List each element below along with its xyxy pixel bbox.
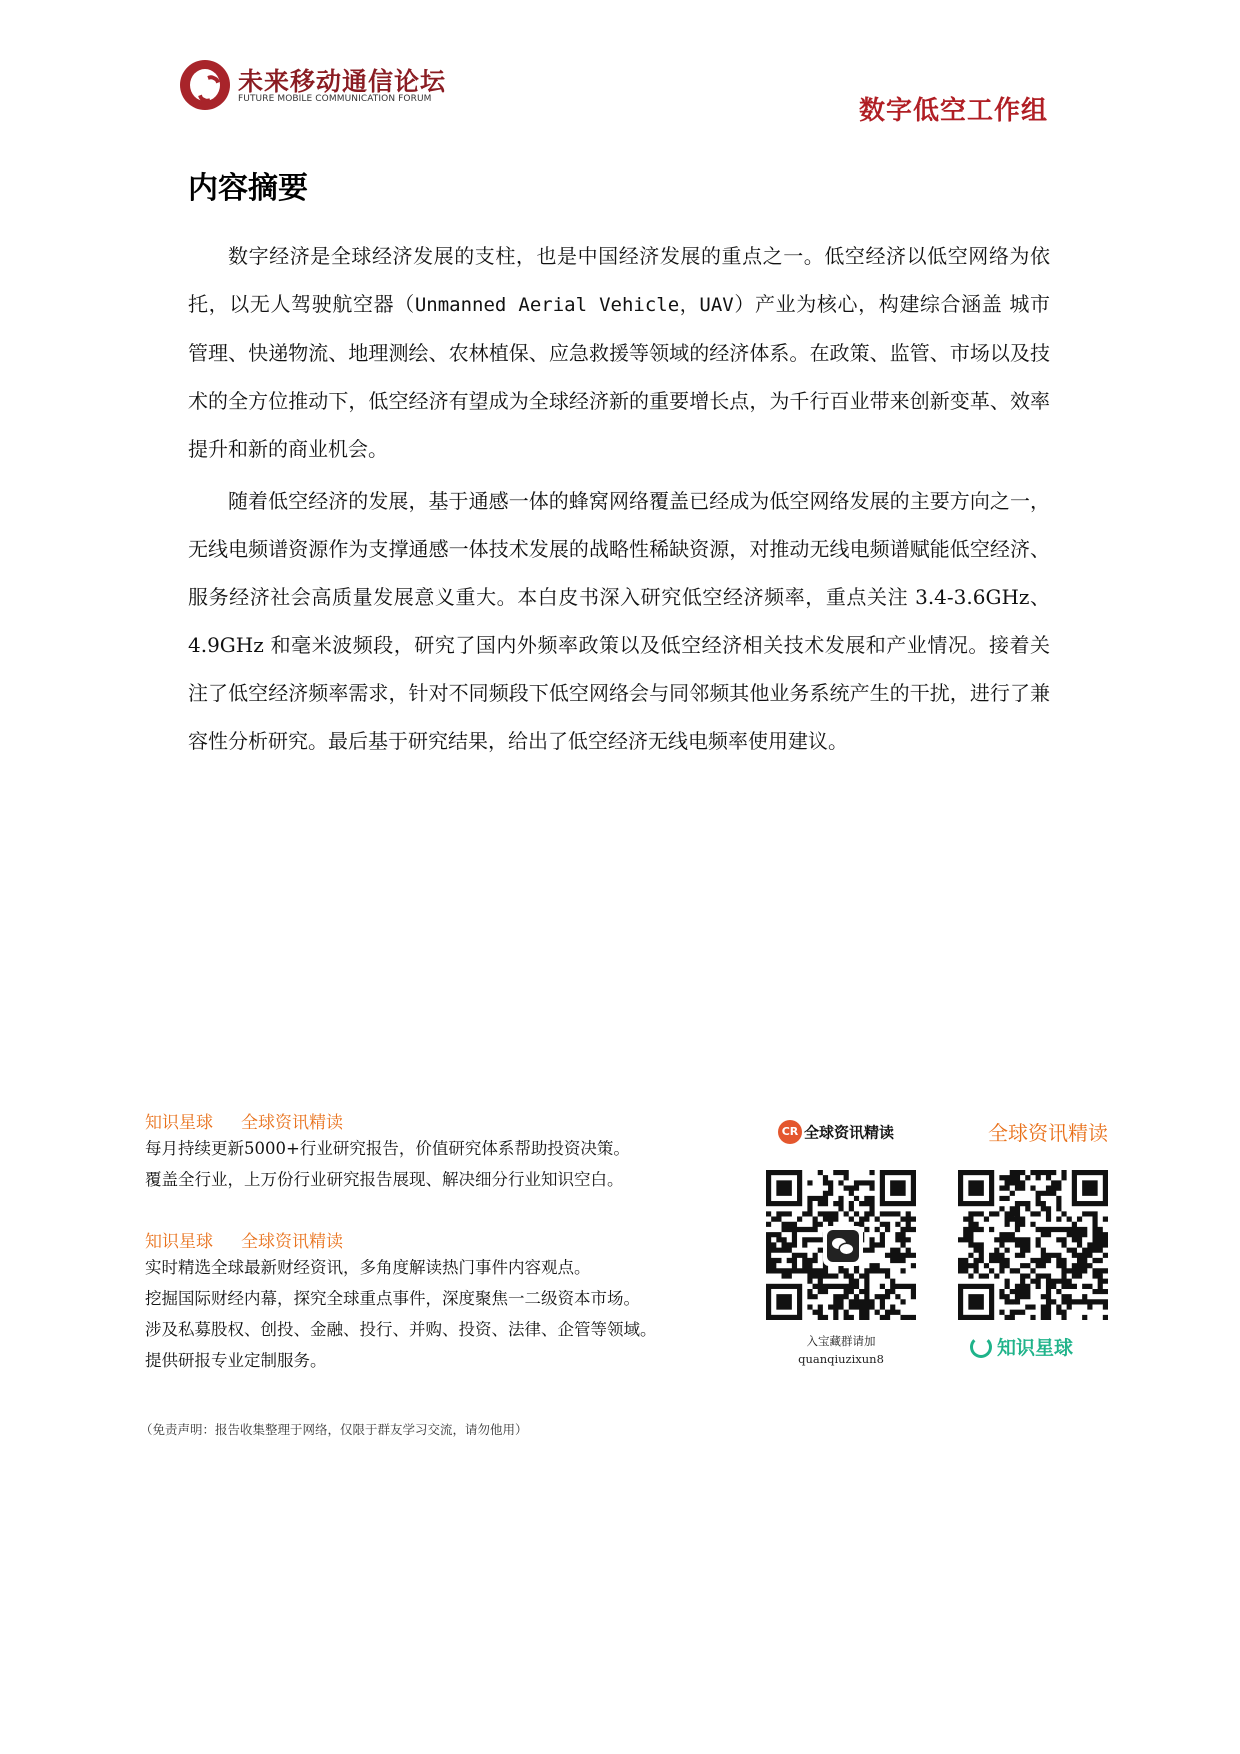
promo-line: 实时精选全球最新财经资讯，多角度解读热门事件内容观点。 — [145, 1258, 591, 1277]
promo-heading — [145, 1108, 745, 1133]
cr-brand-text: 全球资讯精读 — [804, 1123, 895, 1142]
forum-logo — [180, 58, 460, 114]
cr-brand-label — [778, 1120, 894, 1150]
logo-english-name: FUTURE MOBILE COMMUNICATION FORUM — [238, 94, 432, 104]
promo-heading — [145, 1227, 745, 1252]
promo-heading-digest: 全球资讯精读 — [241, 1113, 343, 1133]
abstract-body — [188, 232, 1050, 769]
qr-caption — [766, 1332, 916, 1368]
promo-line: 涉及私募股权、创投、金融、投行、并购、投资、法律、企管等领域。 — [145, 1320, 657, 1339]
promo-line: 每月持续更新5000+行业研究报告，价值研究体系帮助投资决策。 — [145, 1139, 630, 1158]
zsxq-logo-icon — [970, 1336, 992, 1358]
promo-heading-planet: 知识星球 — [145, 1232, 213, 1252]
abstract-paragraph: 随着低空经济的发展，基于通感一体的蜂窝网络覆盖已经成为低空网络发展的主要方向之一，无线电频谱资源作为支撑通感一体技术发展的战略性稀缺资源，对推动无线电频谱赋能低空经济、服务经济社会高质量发展意义重大。本白皮书深入研究低空经济频率，重点关注 3.4-3.6GHz、4.9GHz 和毫米波频段，研究了国内外频率政策以及低空经济相关技术发展和产业情况。接着关注了低空经济频率需求，针对不同频段下低空网络会与同邻频其他业务系统产生的干扰，进行了兼容性分析研究。最后基于研究结果，给出了低空经济无线电频率使用建议。 — [188, 489, 1050, 753]
disclaimer: （免责声明：报告收集整理于网络，仅限于群友学习交流，请勿他用） — [140, 1422, 528, 1437]
wechat-icon — [823, 1226, 863, 1266]
uav-term: Unmanned Aerial Vehicle，UAV — [414, 294, 734, 316]
abstract-paragraph: 数字经济是全球经济发展的支柱，也是中国经济发展的重点之一。低空经济以低空网络为依托，以无人驾驶航空器（Unmanned Aerial Vehicle，UAV）产业为核心，构建综合涵盖 城市管理、快递物流、地理测绘、农林植保、应急救援等领域的经济体系。在政策、监管、市场以及技术的全方位推动下，低空经济有望成为全球经济新的重要增长点，为千行百业带来创新变革、效率提升和新的商业机会。 — [188, 244, 1051, 461]
zsxq-qr-code[interactable] — [958, 1170, 1108, 1320]
zsxq-brand-text: 知识星球 — [997, 1337, 1074, 1359]
qr-caption-line: 入宝藏群请加 — [806, 1334, 876, 1348]
working-group-title: 数字低空工作组 — [858, 96, 1048, 126]
promo-block — [145, 1108, 745, 1195]
zsxq-brand — [970, 1333, 1110, 1363]
promo-line: 覆盖全行业，上万份行业研究报告展现、解决细分行业知识空白。 — [145, 1170, 624, 1189]
qr-caption-id: quanqiuzixun8 — [798, 1352, 884, 1366]
promo-heading-planet: 知识星球 — [145, 1113, 213, 1133]
abstract-heading: 内容摘要 — [188, 171, 308, 206]
promo-heading-digest: 全球资讯精读 — [241, 1232, 343, 1252]
promo-line: 提供研报专业定制服务。 — [145, 1351, 327, 1370]
promo-block — [145, 1227, 745, 1376]
forum-logo-icon — [180, 60, 230, 110]
logo-chinese-name: 未来移动通信论坛 — [238, 67, 447, 96]
cr-logo-icon: CR — [778, 1120, 802, 1144]
digest-brand-label: 全球资讯精读 — [988, 1121, 1108, 1145]
promo-line: 挖掘国际财经内幕，探究全球重点事件，深度聚焦一二级资本市场。 — [145, 1289, 640, 1308]
